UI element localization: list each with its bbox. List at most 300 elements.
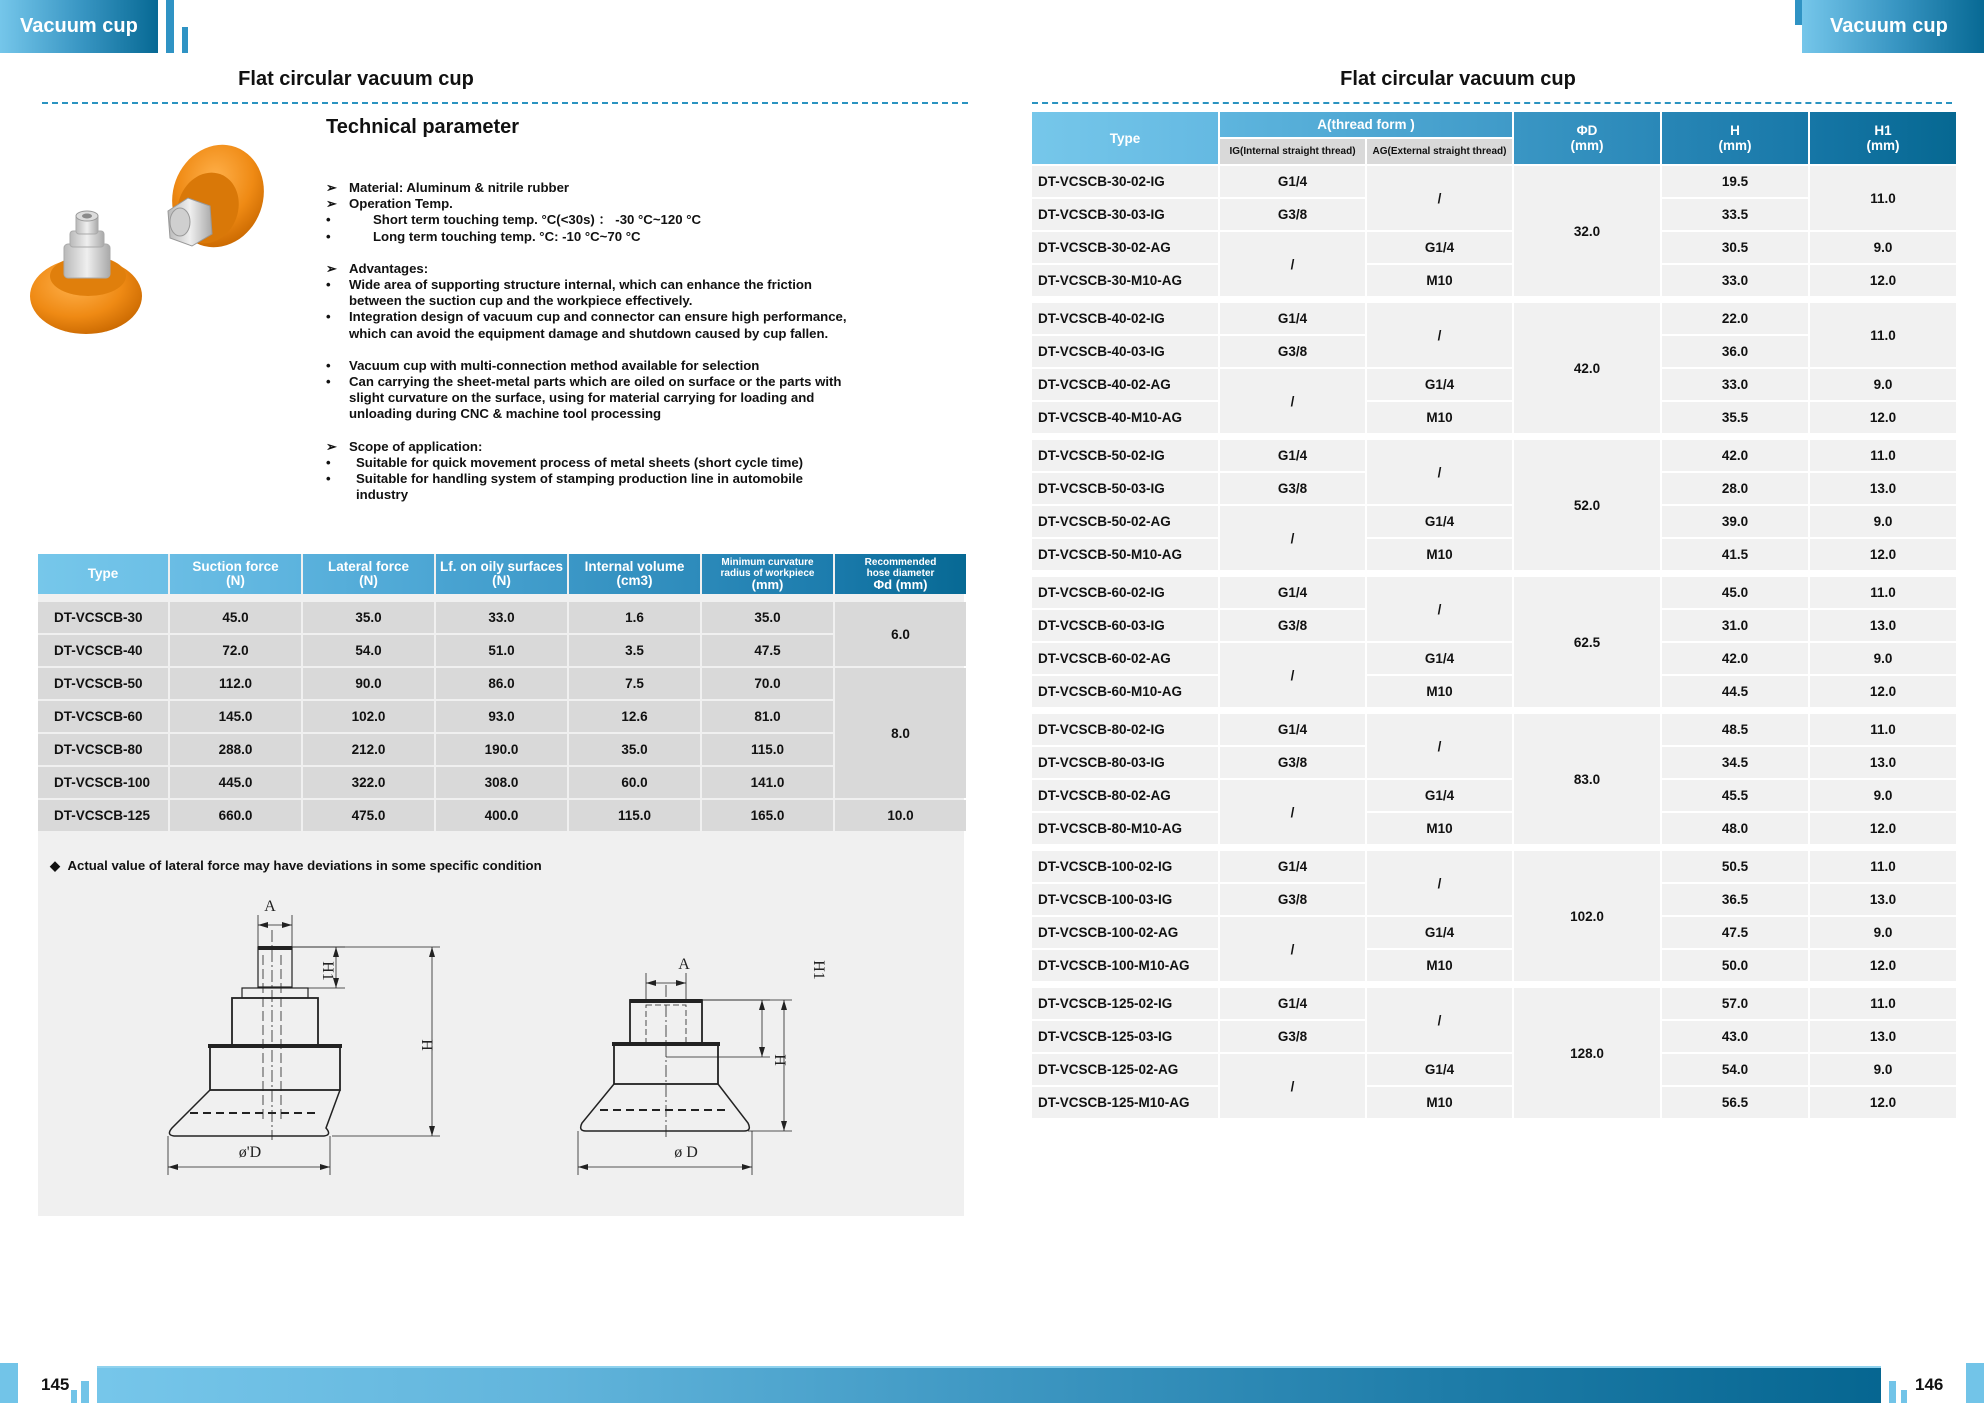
cell-h1: 11.0 <box>1810 440 1956 471</box>
cell-lateral: 322.0 <box>303 767 434 798</box>
arrowhead-icon <box>759 1000 765 1010</box>
cell-type: DT-VCSCB-30-02-IG <box>1032 166 1218 197</box>
cell-h: 33.5 <box>1662 199 1808 230</box>
cell-h1: 12.0 <box>1810 1087 1956 1118</box>
cell-suction: 112.0 <box>170 668 301 699</box>
cell-h: 22.0 <box>1662 303 1808 334</box>
note-text: Actual value of lateral force may have deviations in some specific condition <box>67 858 542 873</box>
arrowhead-icon <box>781 1121 787 1131</box>
dim-label-a: A <box>678 956 690 973</box>
table-row <box>1032 813 1956 844</box>
cell-suction: 45.0 <box>170 602 301 633</box>
cell-ag: M10 <box>1367 265 1512 296</box>
cell-type: DT-VCSCB-40-02-IG <box>1032 303 1218 334</box>
cell-type: DT-VCSCB-125 <box>38 800 168 831</box>
table-row <box>1032 1087 1956 1118</box>
dims-table-header <box>1032 112 1956 137</box>
cell-h: 30.5 <box>1662 232 1808 263</box>
cell-ig: / <box>1220 917 1365 981</box>
cell-ig: G3/8 <box>1220 473 1365 504</box>
cell-h: 34.5 <box>1662 747 1808 778</box>
cell-volume: 12.6 <box>569 701 700 732</box>
cell-ig: G1/4 <box>1220 577 1365 608</box>
cell-type: DT-VCSCB-40-02-AG <box>1032 369 1218 400</box>
cell-ag: G1/4 <box>1367 1054 1512 1085</box>
dim-label-h1: H1 <box>810 960 827 980</box>
table-row <box>1032 988 1956 1019</box>
cell-ig: / <box>1220 369 1365 433</box>
right-page-title: Flat circular vacuum cup <box>1340 68 1576 90</box>
table-row <box>1032 1054 1956 1085</box>
arrowhead-icon <box>429 1126 435 1136</box>
cell-h: 36.0 <box>1662 336 1808 367</box>
cell-d: 62.5 <box>1514 577 1660 707</box>
cell-type: DT-VCSCB-60-02-AG <box>1032 643 1218 674</box>
arrowhead-icon <box>282 922 292 928</box>
col-header-thread: A(thread form ) <box>1220 112 1512 137</box>
table-row <box>1032 265 1956 296</box>
cell-h: 54.0 <box>1662 1054 1808 1085</box>
cell-h1: 12.0 <box>1810 265 1956 296</box>
cell-h: 33.0 <box>1662 265 1808 296</box>
header-tab-right: Vacuum cup <box>1802 0 1984 53</box>
cell-h: 50.0 <box>1662 950 1808 981</box>
cell-lateral: 102.0 <box>303 701 434 732</box>
cell-ig: G1/4 <box>1220 851 1365 882</box>
col-header-curvature: Minimum curvature radius of workpiece (mm) <box>702 554 833 594</box>
header-decor-bar <box>166 0 174 53</box>
col-header-ig: IG(Internal straight thread) <box>1220 139 1365 164</box>
cell-type: DT-VCSCB-60-M10-AG <box>1032 676 1218 707</box>
cell-ag: M10 <box>1367 676 1512 707</box>
cell-suction: 288.0 <box>170 734 301 765</box>
footer-decor-block <box>0 1363 18 1403</box>
cell-curvature: 115.0 <box>702 734 833 765</box>
cell-ag: M10 <box>1367 539 1512 570</box>
cell-hose: 8.0 <box>835 668 966 798</box>
cell-ig: G3/8 <box>1220 610 1365 641</box>
cell-oily: 93.0 <box>436 701 567 732</box>
cell-type: DT-VCSCB-60-03-IG <box>1032 610 1218 641</box>
cell-h: 45.0 <box>1662 577 1808 608</box>
vacuum-cup-front-icon <box>30 211 142 334</box>
cell-type: DT-VCSCB-80-M10-AG <box>1032 813 1218 844</box>
dot-bullet-icon: • <box>326 228 331 244</box>
cell-suction: 72.0 <box>170 635 301 666</box>
cell-ag: M10 <box>1367 402 1512 433</box>
title-divider <box>42 102 968 104</box>
cell-h1: 11.0 <box>1810 166 1956 230</box>
cell-d: 32.0 <box>1514 166 1660 296</box>
cell-suction: 445.0 <box>170 767 301 798</box>
cell-h: 48.0 <box>1662 813 1808 844</box>
dot-bullet-icon: • <box>326 212 331 228</box>
cell-ig: G1/4 <box>1220 440 1365 471</box>
vacuum-cup-back-icon <box>158 136 268 260</box>
cell-type: DT-VCSCB-80-02-AG <box>1032 780 1218 811</box>
cell-h: 41.5 <box>1662 539 1808 570</box>
arrow-bullet-icon: ➢ <box>326 260 338 276</box>
cell-h1: 9.0 <box>1810 369 1956 400</box>
cell-h: 48.5 <box>1662 714 1808 745</box>
cell-type: DT-VCSCB-30-M10-AG <box>1032 265 1218 296</box>
cell-d: 42.0 <box>1514 303 1660 433</box>
cell-volume: 3.5 <box>569 635 700 666</box>
cell-d: 128.0 <box>1514 988 1660 1118</box>
footer-decor-bar <box>71 1390 77 1403</box>
cell-h1: 13.0 <box>1810 1021 1956 1052</box>
footer-decor-block <box>1966 1363 1984 1403</box>
cell-h1: 11.0 <box>1810 988 1956 1019</box>
col-header-hose: Recommended hose diameter Φd (mm) <box>835 554 966 594</box>
cell-ag: G1/4 <box>1367 506 1512 537</box>
cell-h1: 11.0 <box>1810 577 1956 608</box>
arrowhead-icon <box>742 1164 752 1170</box>
cup-drawing-ig <box>168 915 440 1175</box>
cell-ag: / <box>1367 440 1512 504</box>
table-row <box>38 767 966 798</box>
cell-h1: 9.0 <box>1810 232 1956 263</box>
cell-h1: 13.0 <box>1810 747 1956 778</box>
short-term-temp: Short term touching temp. °C(<30s) ： -30 °C~120 °C <box>373 212 701 228</box>
cell-oily: 308.0 <box>436 767 567 798</box>
cell-oily: 51.0 <box>436 635 567 666</box>
footer-decor-bar <box>1889 1381 1896 1403</box>
dot-bullet-icon: • <box>326 374 331 390</box>
cell-type: DT-VCSCB-60-02-IG <box>1032 577 1218 608</box>
cell-ag: M10 <box>1367 1087 1512 1118</box>
table-row <box>1032 851 1956 882</box>
cell-d: 52.0 <box>1514 440 1660 570</box>
cell-h: 42.0 <box>1662 643 1808 674</box>
cell-ig: / <box>1220 780 1365 844</box>
cell-ag: / <box>1367 851 1512 915</box>
col-header-volume: Internal volume (cm3) <box>569 554 700 594</box>
table-row <box>38 668 966 699</box>
cell-h1: 9.0 <box>1810 1054 1956 1085</box>
cell-h1: 11.0 <box>1810 714 1956 745</box>
cell-ig: / <box>1220 232 1365 296</box>
table-row <box>1032 166 1956 197</box>
dot-bullet-icon: • <box>326 454 331 470</box>
dot-bullet-icon: • <box>326 471 331 487</box>
cell-volume: 7.5 <box>569 668 700 699</box>
cell-curvature: 165.0 <box>702 800 833 831</box>
table-row <box>1032 676 1956 707</box>
arrowhead-icon <box>676 980 686 986</box>
dim-label-h1: H1 <box>319 961 336 981</box>
cell-curvature: 47.5 <box>702 635 833 666</box>
page-number-left: 145 <box>41 1375 70 1394</box>
cell-curvature: 141.0 <box>702 767 833 798</box>
arrowhead-icon <box>168 1164 178 1170</box>
cell-h1: 9.0 <box>1810 780 1956 811</box>
table-row <box>1032 780 1956 811</box>
cell-oily: 400.0 <box>436 800 567 831</box>
cell-type: DT-VCSCB-100 <box>38 767 168 798</box>
cell-volume: 35.0 <box>569 734 700 765</box>
cell-h: 42.0 <box>1662 440 1808 471</box>
cell-h1: 12.0 <box>1810 539 1956 570</box>
cell-h1: 9.0 <box>1810 917 1956 948</box>
table-row <box>38 701 966 732</box>
cell-d: 83.0 <box>1514 714 1660 844</box>
cell-type: DT-VCSCB-80-03-IG <box>1032 747 1218 778</box>
cell-h1: 9.0 <box>1810 643 1956 674</box>
cell-type: DT-VCSCB-50-03-IG <box>1032 473 1218 504</box>
table-row <box>1032 643 1956 674</box>
arrow-bullet-icon: ➢ <box>326 438 338 454</box>
product-image <box>28 136 268 346</box>
left-page-title: Flat circular vacuum cup <box>238 68 474 90</box>
cell-oily: 86.0 <box>436 668 567 699</box>
advantage-text: unloading during CNC & machine tool processing <box>349 406 662 422</box>
cell-hose: 10.0 <box>835 800 966 831</box>
col-header-h: H (mm) <box>1662 112 1808 164</box>
table-row <box>1032 950 1956 981</box>
cell-ag: G1/4 <box>1367 643 1512 674</box>
cell-h: 28.0 <box>1662 473 1808 504</box>
cell-hose: 6.0 <box>835 602 966 666</box>
cell-ig: G1/4 <box>1220 303 1365 334</box>
long-term-temp: Long term touching temp. °C: -10 °C~70 °C <box>373 228 641 244</box>
arrowhead-icon <box>258 922 268 928</box>
cell-lateral: 35.0 <box>303 602 434 633</box>
cell-h1: 11.0 <box>1810 303 1956 367</box>
page-number-right: 146 <box>1915 1375 1944 1394</box>
table-row <box>38 635 966 666</box>
cell-ig: G1/4 <box>1220 988 1365 1019</box>
footer-decor-bar <box>1901 1390 1907 1403</box>
cell-lateral: 212.0 <box>303 734 434 765</box>
cell-h: 39.0 <box>1662 506 1808 537</box>
cell-h: 57.0 <box>1662 988 1808 1019</box>
operation-temp-label: Operation Temp. <box>349 196 453 212</box>
cell-type: DT-VCSCB-40-M10-AG <box>1032 402 1218 433</box>
arrow-bullet-icon: ➢ <box>326 196 338 212</box>
cell-h1: 12.0 <box>1810 813 1956 844</box>
cell-type: DT-VCSCB-30-02-AG <box>1032 232 1218 263</box>
cell-h1: 12.0 <box>1810 676 1956 707</box>
advantage-text: slight curvature on the surface, using for material carrying for loading and <box>349 390 815 406</box>
arrowhead-icon <box>646 980 656 986</box>
cell-h: 31.0 <box>1662 610 1808 641</box>
cell-ig: / <box>1220 643 1365 707</box>
cell-type: DT-VCSCB-125-03-IG <box>1032 1021 1218 1052</box>
cell-h: 43.0 <box>1662 1021 1808 1052</box>
footer-band <box>97 1366 1881 1403</box>
cell-suction: 660.0 <box>170 800 301 831</box>
table-row <box>1032 714 1956 745</box>
dot-bullet-icon: • <box>326 309 331 325</box>
advantage-text: which can avoid the equipment damage and shutdown caused by cup fallen. <box>349 325 829 341</box>
cell-type: DT-VCSCB-125-02-IG <box>1032 988 1218 1019</box>
cell-type: DT-VCSCB-50-M10-AG <box>1032 539 1218 570</box>
col-header-oily: Lf. on oily surfaces (N) <box>436 554 567 594</box>
table-row <box>1032 539 1956 570</box>
scope-text: Suitable for quick movement process of metal sheets (short cycle time) <box>356 454 804 470</box>
cell-h1: 12.0 <box>1810 402 1956 433</box>
scope-text: industry <box>356 487 409 503</box>
cell-ag: / <box>1367 577 1512 641</box>
cell-h: 45.5 <box>1662 780 1808 811</box>
table-row <box>1032 440 1956 471</box>
material-text: Material: Aluminum & nitrile rubber <box>349 180 570 195</box>
cell-h: 56.5 <box>1662 1087 1808 1118</box>
dot-bullet-icon: • <box>326 357 331 373</box>
cell-ag: M10 <box>1367 813 1512 844</box>
cell-lateral: 54.0 <box>303 635 434 666</box>
cell-oily: 33.0 <box>436 602 567 633</box>
advantage-text: Can carrying the sheet-metal parts which are oiled on surface or the parts with <box>349 374 842 390</box>
cell-type: DT-VCSCB-40 <box>38 635 168 666</box>
cell-d: 102.0 <box>1514 851 1660 981</box>
cell-type: DT-VCSCB-80-02-IG <box>1032 714 1218 745</box>
cell-type: DT-VCSCB-100-02-IG <box>1032 851 1218 882</box>
advantage-text: Vacuum cup with multi-connection method available for selection <box>349 357 760 373</box>
scope-text: Suitable for handling system of stamping production line in automobile <box>356 471 803 487</box>
dim-label-a: A <box>264 898 276 915</box>
cell-ag: / <box>1367 714 1512 778</box>
cell-h: 47.5 <box>1662 917 1808 948</box>
lateral-force-note <box>50 858 542 874</box>
cell-ig: G1/4 <box>1220 166 1365 197</box>
header-tab-left: Vacuum cup <box>0 0 158 53</box>
cell-h1: 9.0 <box>1810 506 1956 537</box>
tech-parameter-heading: Technical parameter <box>326 116 520 138</box>
cell-h1: 13.0 <box>1810 884 1956 915</box>
cell-h: 44.5 <box>1662 676 1808 707</box>
cell-lateral: 475.0 <box>303 800 434 831</box>
cell-type: DT-VCSCB-125-M10-AG <box>1032 1087 1218 1118</box>
header-decor-bar <box>182 27 188 53</box>
cell-ag: G1/4 <box>1367 780 1512 811</box>
cell-h: 33.0 <box>1662 369 1808 400</box>
cell-h1: 13.0 <box>1810 610 1956 641</box>
cell-oily: 190.0 <box>436 734 567 765</box>
cell-ig: / <box>1220 1054 1365 1118</box>
table-row <box>1032 577 1956 608</box>
cell-curvature: 35.0 <box>702 602 833 633</box>
col-header-h1: H1 (mm) <box>1810 112 1956 164</box>
cell-ag: G1/4 <box>1367 369 1512 400</box>
dim-label-d: ø'D <box>238 1144 262 1161</box>
cell-h: 50.5 <box>1662 851 1808 882</box>
cell-type: DT-VCSCB-80 <box>38 734 168 765</box>
col-header-d: ΦD (mm) <box>1514 112 1660 164</box>
table-row <box>1032 402 1956 433</box>
cell-type: DT-VCSCB-125-02-AG <box>1032 1054 1218 1085</box>
spec-table-header <box>38 554 966 594</box>
cell-type: DT-VCSCB-100-02-AG <box>1032 917 1218 948</box>
cell-ag: M10 <box>1367 950 1512 981</box>
cell-volume: 115.0 <box>569 800 700 831</box>
arrowhead-icon <box>781 1000 787 1010</box>
arrowhead-icon <box>759 1047 765 1057</box>
dimension-drawing <box>40 885 940 1205</box>
cell-type: DT-VCSCB-50-02-AG <box>1032 506 1218 537</box>
table-row <box>1032 506 1956 537</box>
cell-ig: G3/8 <box>1220 336 1365 367</box>
cell-volume: 1.6 <box>569 602 700 633</box>
col-header-lateral: Lateral force (N) <box>303 554 434 594</box>
cell-ag: / <box>1367 166 1512 230</box>
cell-h1: 13.0 <box>1810 473 1956 504</box>
dim-label-h: H <box>418 1039 435 1051</box>
cell-type: DT-VCSCB-30 <box>38 602 168 633</box>
diamond-bullet-icon: ◆ <box>50 858 61 873</box>
col-header-suction: Suction force (N) <box>170 554 301 594</box>
cell-h: 36.5 <box>1662 884 1808 915</box>
cell-lateral: 90.0 <box>303 668 434 699</box>
cell-type: DT-VCSCB-100-03-IG <box>1032 884 1218 915</box>
cell-ag: G1/4 <box>1367 232 1512 263</box>
cell-ig: G3/8 <box>1220 747 1365 778</box>
arrowhead-icon <box>333 947 339 957</box>
cell-h1: 11.0 <box>1810 851 1956 882</box>
cell-type: DT-VCSCB-60 <box>38 701 168 732</box>
advantages-label: Advantages: <box>349 260 429 276</box>
cell-ig: G1/4 <box>1220 714 1365 745</box>
cell-suction: 145.0 <box>170 701 301 732</box>
table-row <box>1032 917 1956 948</box>
advantage-text: between the suction cup and the workpiece effectively. <box>349 293 693 309</box>
table-row <box>38 800 966 831</box>
tech-parameter-list <box>326 180 906 503</box>
arrow-bullet-icon: ➢ <box>326 180 338 195</box>
footer-decor-bar <box>81 1381 89 1403</box>
cell-volume: 60.0 <box>569 767 700 798</box>
advantage-text: Wide area of supporting structure internal, which can enhance the friction <box>349 277 812 293</box>
dimension-table <box>1030 110 1958 1120</box>
cell-ag: / <box>1367 303 1512 367</box>
cell-h: 35.5 <box>1662 402 1808 433</box>
cell-type: DT-VCSCB-40-03-IG <box>1032 336 1218 367</box>
arrowhead-icon <box>578 1164 588 1170</box>
title-divider <box>1032 102 1952 104</box>
table-row <box>1032 303 1956 334</box>
dim-label-h: H <box>771 1054 788 1066</box>
table-row <box>1032 369 1956 400</box>
table-row <box>1032 232 1956 263</box>
col-header-type: Type <box>1032 112 1218 164</box>
cell-ig: / <box>1220 506 1365 570</box>
table-row <box>38 734 966 765</box>
cell-ig: G3/8 <box>1220 884 1365 915</box>
arrowhead-icon <box>429 947 435 957</box>
scope-label: Scope of application: <box>349 438 483 454</box>
cell-type: DT-VCSCB-30-03-IG <box>1032 199 1218 230</box>
cell-ag: / <box>1367 988 1512 1052</box>
cell-ag: G1/4 <box>1367 917 1512 948</box>
col-header-ag: AG(External straight thread) <box>1367 139 1512 164</box>
cell-ig: G3/8 <box>1220 1021 1365 1052</box>
table-row <box>38 602 966 633</box>
arrowhead-icon <box>320 1164 330 1170</box>
dot-bullet-icon: • <box>326 277 331 293</box>
cell-curvature: 70.0 <box>702 668 833 699</box>
cell-type: DT-VCSCB-100-M10-AG <box>1032 950 1218 981</box>
cell-type: DT-VCSCB-50 <box>38 668 168 699</box>
cell-h1: 12.0 <box>1810 950 1956 981</box>
dim-label-d: ø D <box>674 1144 698 1161</box>
spec-table <box>36 552 968 833</box>
advantage-text: Integration design of vacuum cup and connector can ensure high performance, <box>349 309 847 325</box>
cell-h: 19.5 <box>1662 166 1808 197</box>
cell-type: DT-VCSCB-50-02-IG <box>1032 440 1218 471</box>
cell-ig: G3/8 <box>1220 199 1365 230</box>
cell-curvature: 81.0 <box>702 701 833 732</box>
